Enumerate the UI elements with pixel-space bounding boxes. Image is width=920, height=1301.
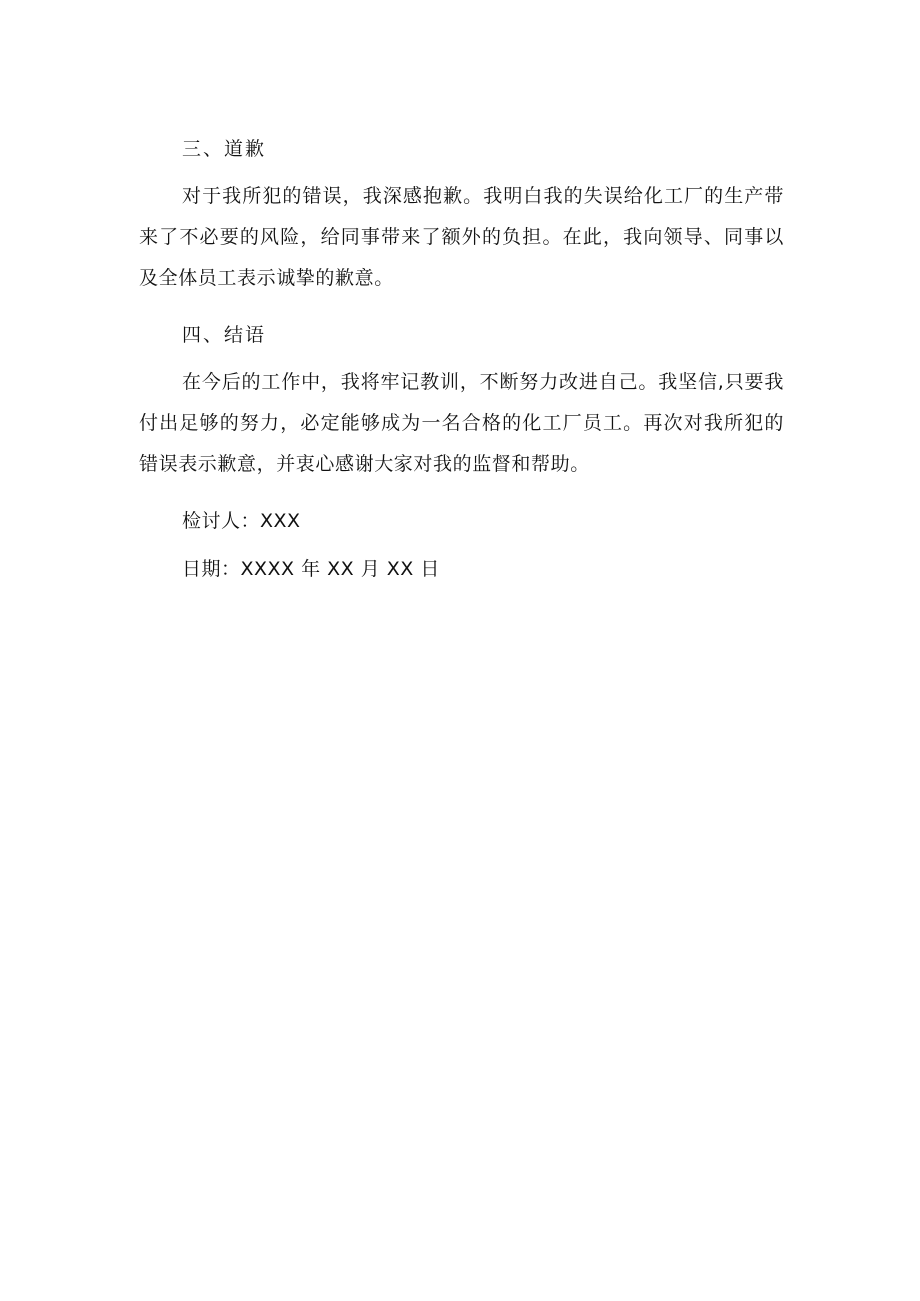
reviewer-signature: 检讨人：XXX: [182, 510, 301, 532]
conclusion-paragraph: 在今后的工作中，我将牢记教训，不断努力改进自己。我坚信,只要我付出足够的努力，必定能够成为一名合格的化工厂员工。再次对我所犯的错误表示歉意，并衷心感谢大家对我的监督和帮助。: [139, 371, 784, 475]
apology-paragraph: 对于我所犯的错误，我深感抱歉。我明白我的失误给化工厂的生产带来了不必要的风险，给同事带来了额外的负担。在此，我向领导、同事以及全体员工表示诚挚的歉意。: [139, 185, 784, 289]
section-heading-conclusion: 四、结语: [182, 324, 267, 346]
section-heading-apology: 三、道歉: [182, 138, 267, 160]
signature-date: 日期：XXXX 年 XX 月 XX 日: [182, 558, 440, 580]
document-body: [139, 137, 784, 605]
